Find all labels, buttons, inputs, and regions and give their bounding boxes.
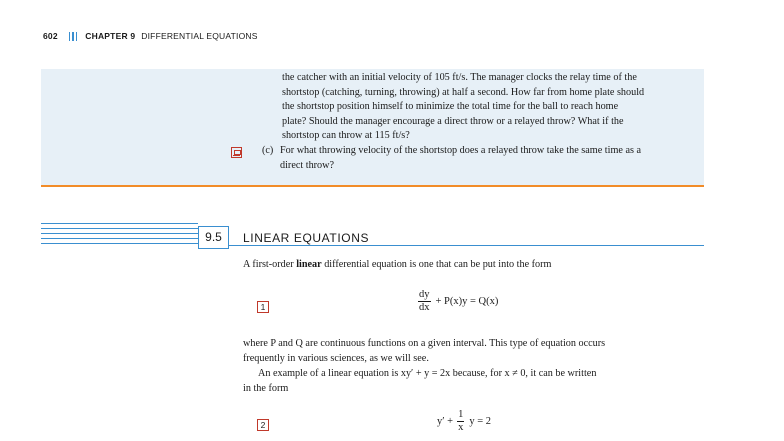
part-c-line: For what throwing velocity of the shortstop does a relayed throw take the same time as a	[280, 144, 641, 156]
body-line: where P and Q are continuous functions on a given interval. This type of equation occurs	[243, 338, 606, 349]
exercise-line: shortstop (catching, turning, throwing) at half a second. How far from home plate should	[282, 86, 645, 98]
page-number: 602	[43, 31, 58, 41]
intro-paragraph	[243, 257, 705, 272]
exercise-box	[41, 69, 704, 187]
derivative-fraction	[418, 289, 431, 314]
exercise-line: shortstop can throw at 115 ft/s?	[282, 130, 410, 142]
equation-2	[437, 409, 491, 434]
part-c-line: direct throw?	[280, 159, 335, 171]
fraction-numerator: dy	[419, 289, 430, 300]
section-rule	[41, 243, 198, 244]
body-line: An example of a linear equation is xy′ + y = 2x because, for x ≠ 0, it can be written	[258, 368, 597, 379]
exercise-text	[262, 71, 702, 173]
equation-number: 2	[257, 419, 269, 431]
exercise-part-c	[262, 144, 702, 173]
exercise-line: the shortstop position himself to minimize the total time for the ball to reach home	[282, 101, 619, 113]
equation-1	[418, 289, 498, 314]
section-title-underline	[229, 245, 704, 246]
equation-number: 1	[257, 301, 269, 313]
equation-rest: + P(x)y = Q(x)	[435, 296, 499, 307]
section-rule	[41, 228, 198, 229]
part-c-label: (c)	[262, 144, 274, 156]
fraction-denominator: x	[458, 422, 464, 433]
body-line: frequently in various sciences, as we will see.	[243, 353, 429, 364]
intro-text-end: differential equation is one that can be put into the form	[321, 259, 552, 270]
chapter-label: CHAPTER 9	[85, 31, 136, 41]
exercise-line: the catcher with an initial velocity of 105 ft/s. The manager clocks the relay time of the	[282, 72, 637, 83]
where-paragraph	[243, 336, 705, 396]
header-bars-decoration	[69, 32, 78, 41]
running-header	[43, 31, 258, 41]
intro-text: A first-order	[243, 259, 297, 270]
section-title: LINEAR EQUATIONS	[243, 231, 370, 245]
fraction-numerator: 1	[458, 409, 464, 420]
fraction-denominator: dx	[419, 302, 430, 313]
chapter-title: DIFFERENTIAL EQUATIONS	[141, 31, 258, 41]
section-rule	[41, 238, 198, 239]
computer-icon	[231, 147, 242, 158]
exercise-line: plate? Should the manager encourage a direct throw or a relayed throw? What if the	[282, 115, 624, 127]
equation-rest: y = 2	[469, 416, 492, 427]
equation-lead: y′ +	[437, 416, 454, 427]
section-rule	[41, 233, 198, 234]
reciprocal-fraction	[457, 409, 464, 434]
linear-term: linear	[296, 259, 322, 270]
section-rule	[41, 223, 198, 224]
body-line: in the form	[243, 383, 289, 394]
section-number: 9.5	[198, 226, 229, 249]
